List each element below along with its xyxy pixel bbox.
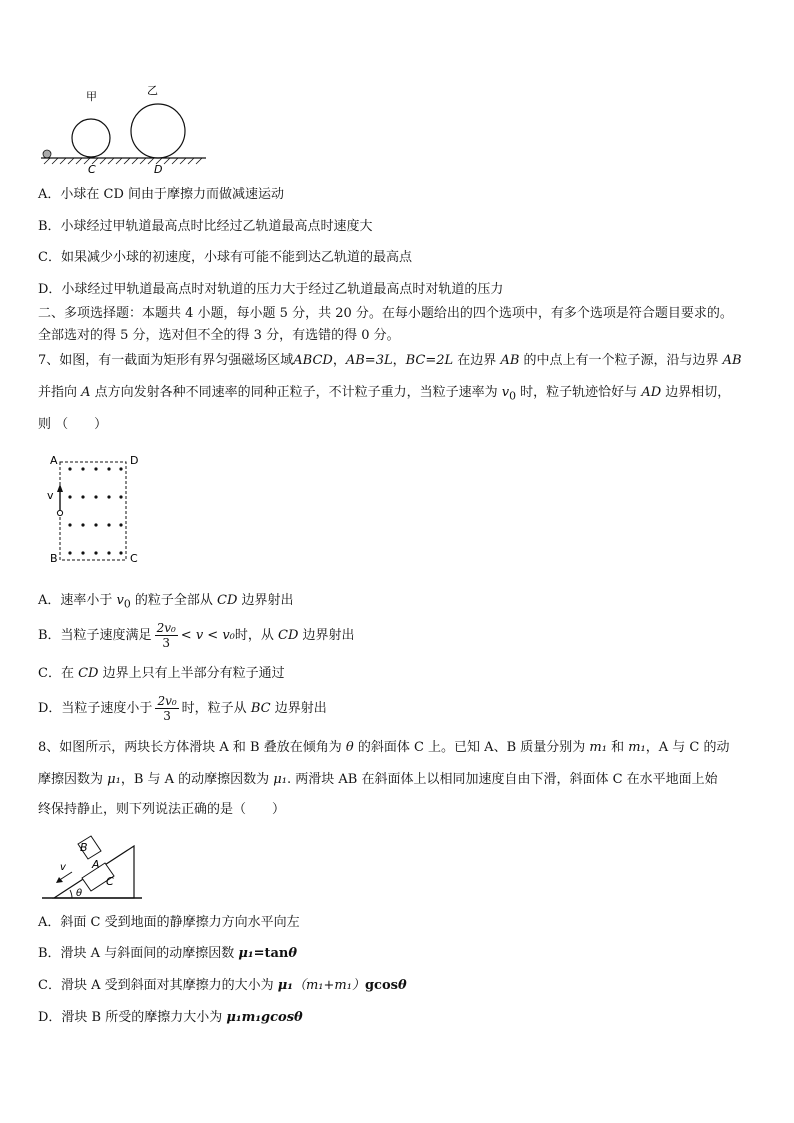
q8-option-d: D．滑块 B 所受的摩擦力大小为 μ₁m₁gcosθ — [38, 1010, 303, 1025]
ground-hatch — [44, 158, 202, 164]
corner-a: A — [50, 454, 58, 467]
corner-b: B — [50, 552, 58, 565]
track-jia — [72, 119, 110, 157]
q6-option-c: C．如果减少小球的初速度，小球有可能不能到达乙轨道的最高点 — [38, 250, 412, 265]
incline-c-label: C — [106, 875, 114, 888]
figure-circular-tracks — [38, 78, 210, 178]
fraction-b: $\frac{\text{2v₀}}{3}$ — [156, 621, 176, 650]
angle-arc — [70, 890, 72, 898]
section2-line1: 二、多项选择题：本题共 4 小题，每小题 5 分，共 20 分。在每小题给出的四个选项中，有多个选项是符合题目要求的。 — [38, 306, 733, 321]
block-a-label: A — [92, 858, 100, 871]
q7-option-c: C．在 CD 边界上只有上半部分有粒子通过 — [38, 666, 285, 681]
velocity-arrowhead — [57, 484, 63, 492]
figure-incline — [38, 828, 148, 908]
velocity-label-q8: v — [60, 862, 66, 873]
field-dots — [68, 467, 122, 554]
q8-option-a: A．斜面 C 受到地面的静摩擦力方向水平向左 — [38, 915, 300, 930]
q7-line1: 7、如图，有一截面为矩形有界匀强磁场区域ABCD，AB=3L，BC=2L 在边界 AB 的中点上有一个粒子源，沿与边界 AB — [38, 353, 742, 368]
q7-line2: 并指向 A 点方向发射各种不同速率的同种正粒子，不计粒子重力，当粒子速率为 $v_0$ 时，粒子轨迹恰好与 AD 边界相切， — [38, 385, 731, 403]
label-d: D — [154, 163, 163, 176]
field-region — [60, 462, 126, 560]
q8-option-c: C．滑块 A 受到斜面对其摩擦力的大小为 μ₁（m₁+m₁）gcosθ — [38, 978, 407, 993]
q7-option-d: D．当粒子速度小于 $\frac{\text{2v₀}}{3}$ 时，粒子从 BC 边界射出 — [38, 694, 327, 723]
q7-option-b: B．当粒子速度满足 $\frac{\text{2v₀}}{3}$ < v < v₀时，从 CD 边界射出 — [38, 621, 355, 650]
track-yi — [131, 104, 185, 158]
label-c: C — [88, 163, 96, 176]
angle-theta-label: θ — [76, 888, 83, 899]
q7-option-a: A．速率小于 $v_0$ 的粒子全部从 CD 边界射出 — [38, 593, 294, 611]
fraction-d: $\frac{\text{2v₀}}{3}$ — [157, 694, 177, 723]
corner-d: D — [130, 454, 139, 467]
q8-line2: 摩擦因数为 μ₁，B 与 A 的动摩擦因数为 μ₁. 两滑块 AB 在斜面体上以相同加速度自由下滑，斜面体 C 在水平地面上始 — [38, 772, 718, 787]
q8-line3: 终保持静止，则下列说法正确的是（ ） — [38, 802, 286, 817]
q8-option-b: B．滑块 A 与斜面间的动摩擦因数 μ₁=tanθ — [38, 946, 298, 961]
q6-option-b: B．小球经过甲轨道最高点时比经过乙轨道最高点时速度大 — [38, 219, 373, 234]
label-yi: 乙 — [147, 84, 158, 97]
particle-source — [57, 510, 62, 515]
q8-line1: 8、如图所示，两块长方体滑块 A 和 B 叠放在倾角为 θ 的斜面体 C 上。已知 A、B 质量分别为 m₁ 和 m₁，A 与 C 的动 — [38, 740, 730, 755]
figure-magnetic-field — [44, 450, 154, 568]
q6-option-a: A．小球在 CD 间由于摩擦力而做减速运动 — [38, 187, 285, 202]
small-ball — [43, 150, 51, 158]
corner-c: C — [130, 552, 138, 565]
velocity-label: v — [47, 489, 54, 502]
block-b-label: B — [80, 841, 88, 854]
label-jia: 甲 — [86, 90, 97, 103]
section2-line2: 全部选对的得 5 分，选对但不全的得 3 分，有选错的得 0 分。 — [38, 328, 400, 343]
q7-line3: 则 （ ） — [38, 417, 108, 432]
q6-option-d: D．小球经过甲轨道最高点时对轨道的压力大于经过乙轨道最高点时对轨道的压力 — [38, 282, 504, 297]
